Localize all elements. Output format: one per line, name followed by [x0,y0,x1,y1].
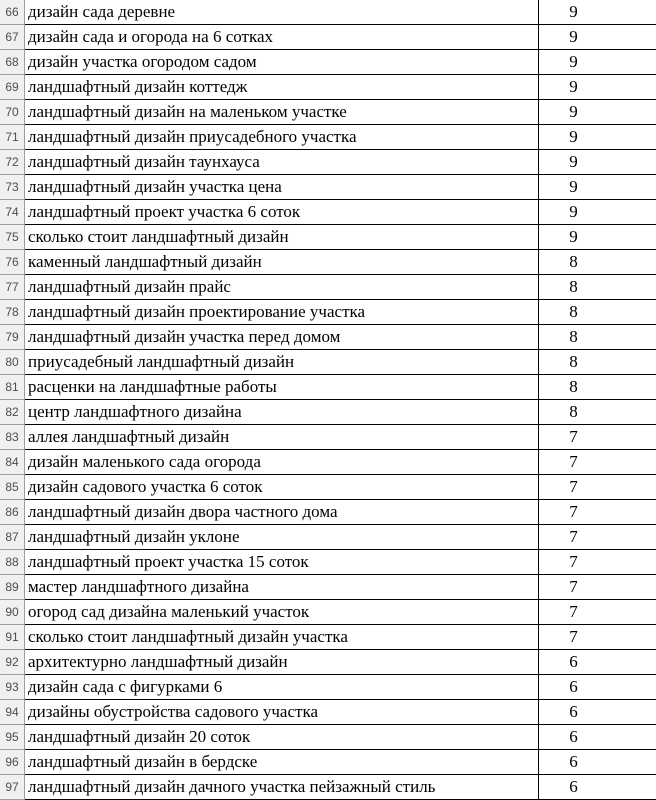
row-header[interactable]: 73 [0,175,25,200]
table-row [0,375,656,400]
count-cell[interactable]: 8 [539,400,656,425]
count-cell[interactable]: 7 [539,550,656,575]
table-row [0,325,656,350]
table-row [0,500,656,525]
count-cell[interactable]: 7 [539,450,656,475]
row-header[interactable]: 71 [0,125,25,150]
table-row [0,400,656,425]
count-cell[interactable]: 8 [539,300,656,325]
phrase-cell[interactable]: ландшафтный дизайн 20 соток [25,725,539,750]
row-header[interactable]: 91 [0,625,25,650]
table-row [0,350,656,375]
row-header[interactable]: 68 [0,50,25,75]
table-row [0,525,656,550]
phrase-cell[interactable]: дизайн садового участка 6 соток [25,475,539,500]
count-cell[interactable]: 9 [539,50,656,75]
phrase-cell[interactable]: расценки на ландшафтные работы [25,375,539,400]
phrase-cell[interactable]: ландшафтный дизайн проектирование участка [25,300,539,325]
row-header[interactable]: 89 [0,575,25,600]
phrase-cell[interactable]: ландшафтный дизайн участка перед домом [25,325,539,350]
count-cell[interactable]: 9 [539,200,656,225]
count-cell[interactable]: 7 [539,575,656,600]
phrase-cell[interactable]: ландшафтный дизайн прайс [25,275,539,300]
phrase-cell[interactable]: приусадебный ландшафтный дизайн [25,350,539,375]
phrase-cell[interactable]: ландшафтный проект участка 15 соток [25,550,539,575]
row-header[interactable]: 74 [0,200,25,225]
row-header[interactable]: 83 [0,425,25,450]
phrase-cell[interactable]: дизайн сада с фигурками 6 [25,675,539,700]
count-cell[interactable]: 8 [539,250,656,275]
row-header[interactable]: 84 [0,450,25,475]
row-header[interactable]: 90 [0,600,25,625]
table-row [0,275,656,300]
count-cell[interactable]: 6 [539,675,656,700]
row-header[interactable]: 96 [0,750,25,775]
phrase-cell[interactable]: аллея ландшафтный дизайн [25,425,539,450]
row-header[interactable]: 94 [0,700,25,725]
phrase-cell[interactable]: центр ландшафтного дизайна [25,400,539,425]
table-row [0,425,656,450]
row-header[interactable]: 67 [0,25,25,50]
phrase-cell[interactable]: ландшафтный дизайн в бердске [25,750,539,775]
count-cell[interactable]: 7 [539,500,656,525]
table-row [0,550,656,575]
phrase-cell[interactable]: ландшафтный дизайн участка цена [25,175,539,200]
table-row [0,625,656,650]
count-cell[interactable]: 7 [539,625,656,650]
row-header[interactable]: 81 [0,375,25,400]
phrase-cell[interactable]: каменный ландшафтный дизайн [25,250,539,275]
table-row [0,50,656,75]
row-header[interactable]: 82 [0,400,25,425]
row-header[interactable]: 77 [0,275,25,300]
count-cell[interactable]: 8 [539,325,656,350]
count-cell[interactable]: 9 [539,100,656,125]
phrase-cell[interactable]: ландшафтный дизайн на маленьком участке [25,100,539,125]
table-row [0,475,656,500]
phrase-cell[interactable]: ландшафтный дизайн таунхауса [25,150,539,175]
row-header[interactable]: 80 [0,350,25,375]
row-header[interactable]: 95 [0,725,25,750]
phrase-cell[interactable]: дизайн сада и огорода на 6 сотках [25,25,539,50]
table-row [0,200,656,225]
phrase-cell[interactable]: ландшафтный проект участка 6 соток [25,200,539,225]
table-row [0,650,656,675]
table-row [0,725,656,750]
count-cell[interactable]: 8 [539,350,656,375]
table-row [0,0,656,25]
row-header[interactable]: 87 [0,525,25,550]
count-cell[interactable]: 9 [539,125,656,150]
table-row [0,25,656,50]
phrase-cell[interactable]: мастер ландшафтного дизайна [25,575,539,600]
phrase-cell[interactable]: архитектурно ландшафтный дизайн [25,650,539,675]
table-row [0,250,656,275]
count-cell[interactable]: 7 [539,425,656,450]
count-cell[interactable]: 8 [539,375,656,400]
phrase-cell[interactable]: дизайн маленького сада огорода [25,450,539,475]
row-header[interactable]: 85 [0,475,25,500]
table-row [0,150,656,175]
count-cell[interactable]: 7 [539,475,656,500]
row-header[interactable]: 79 [0,325,25,350]
count-cell[interactable]: 7 [539,600,656,625]
count-cell[interactable]: 9 [539,25,656,50]
row-header[interactable]: 76 [0,250,25,275]
count-cell[interactable]: 6 [539,750,656,775]
phrase-cell[interactable]: ландшафтный дизайн коттедж [25,75,539,100]
count-cell[interactable]: 9 [539,75,656,100]
row-header[interactable]: 72 [0,150,25,175]
table-row [0,575,656,600]
count-cell[interactable]: 6 [539,775,656,800]
count-cell[interactable]: 9 [539,225,656,250]
row-header[interactable]: 92 [0,650,25,675]
row-header[interactable]: 86 [0,500,25,525]
table-row [0,75,656,100]
phrase-cell[interactable]: огород сад дизайна маленький участок [25,600,539,625]
row-header[interactable]: 78 [0,300,25,325]
row-header[interactable]: 75 [0,225,25,250]
phrase-cell[interactable]: ландшафтный дизайн двора частного дома [25,500,539,525]
table-row [0,125,656,150]
table-row [0,100,656,125]
count-cell[interactable]: 6 [539,700,656,725]
phrase-cell[interactable]: ландшафтный дизайн приусадебного участка [25,125,539,150]
count-cell[interactable]: 9 [539,0,656,25]
row-header[interactable]: 70 [0,100,25,125]
row-header[interactable]: 66 [0,0,25,25]
count-cell[interactable]: 6 [539,725,656,750]
table-row [0,750,656,775]
table-row [0,175,656,200]
count-cell[interactable]: 7 [539,525,656,550]
phrase-cell[interactable]: сколько стоит ландшафтный дизайн [25,225,539,250]
table-row [0,300,656,325]
count-cell[interactable]: 9 [539,150,656,175]
row-header[interactable]: 97 [0,775,25,800]
phrase-cell[interactable]: дизайн сада деревне [25,0,539,25]
phrase-cell[interactable]: сколько стоит ландшафтный дизайн участка [25,625,539,650]
table-row [0,700,656,725]
row-header[interactable]: 93 [0,675,25,700]
table-row [0,600,656,625]
table-row [0,675,656,700]
phrase-cell[interactable]: дизайны обустройства садового участка [25,700,539,725]
phrase-cell[interactable]: ландшафтный дизайн дачного участка пейзажный стиль [25,775,539,800]
phrase-cell[interactable]: ландшафтный дизайн уклоне [25,525,539,550]
row-header[interactable]: 69 [0,75,25,100]
phrase-cell[interactable]: дизайн участка огородом садом [25,50,539,75]
table-row [0,775,656,800]
count-cell[interactable]: 9 [539,175,656,200]
table-row [0,225,656,250]
table-row [0,450,656,475]
count-cell[interactable]: 6 [539,650,656,675]
count-cell[interactable]: 8 [539,275,656,300]
row-header[interactable]: 88 [0,550,25,575]
